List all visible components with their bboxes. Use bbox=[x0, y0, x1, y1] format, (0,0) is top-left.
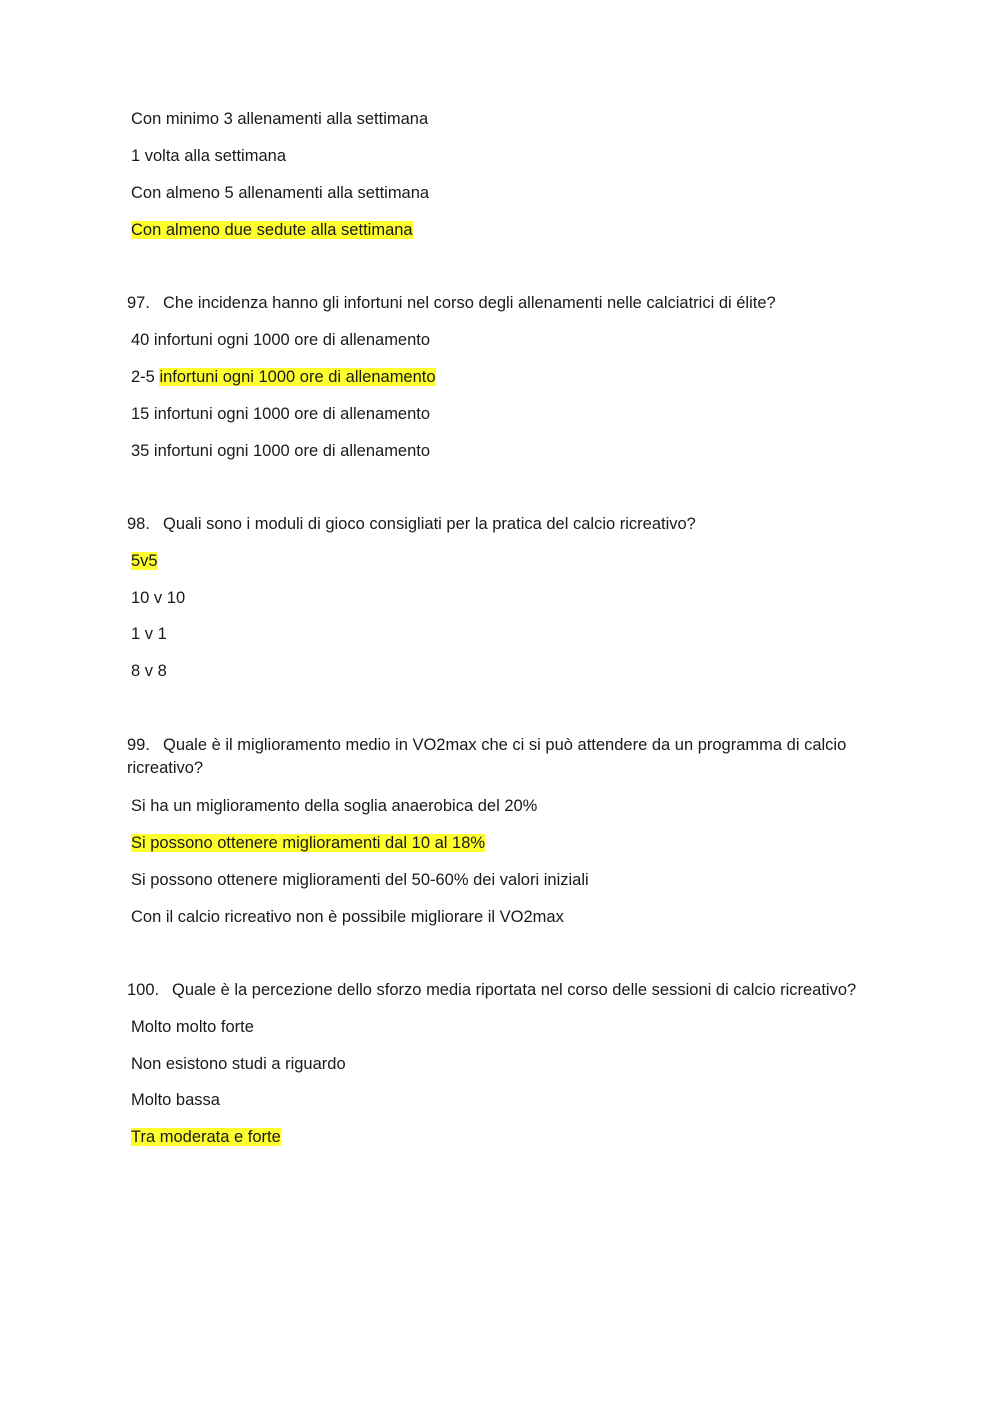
option-text: 1 v 1 bbox=[131, 625, 167, 643]
answer-option bbox=[131, 587, 185, 609]
question-text: Che incidenza hanno gli infortuni nel corso degli allenamenti nelle calciatrici di élite? bbox=[163, 294, 776, 312]
option-text-highlighted: infortuni ogni 1000 ore di allenamento bbox=[159, 368, 436, 386]
question-number: 100. bbox=[127, 981, 160, 999]
answer-option bbox=[131, 1089, 220, 1111]
option-text: Con minimo 3 allenamenti alla settimana bbox=[131, 110, 429, 128]
option-text: 1 volta alla settimana bbox=[131, 147, 287, 165]
answer-option bbox=[131, 1053, 346, 1075]
question-text: Quale è il miglioramento medio in VO2max che ci si può attendere da un programma di calcio ricreativo? bbox=[127, 736, 847, 777]
answer-option-correct bbox=[131, 219, 413, 241]
option-text: 40 infortuni ogni 1000 ore di allenamento bbox=[131, 331, 431, 349]
answer-option bbox=[131, 182, 429, 204]
option-text: 10 v 10 bbox=[131, 589, 186, 607]
option-text: Con almeno 5 allenamenti alla settimana bbox=[131, 184, 430, 202]
option-text-highlighted: 5v5 bbox=[131, 552, 158, 570]
option-text: Si ha un miglioramento della soglia anaerobica del 20% bbox=[131, 797, 538, 815]
answer-option-correct bbox=[131, 550, 158, 572]
option-text: Con il calcio ricreativo non è possibile migliorare il VO2max bbox=[131, 908, 564, 926]
answer-option bbox=[131, 145, 286, 167]
question-99 bbox=[127, 734, 877, 780]
answer-option bbox=[131, 1016, 254, 1038]
answer-option-correct bbox=[131, 832, 485, 854]
answer-option bbox=[131, 869, 589, 891]
question-97 bbox=[127, 292, 877, 315]
question-100 bbox=[127, 979, 887, 1002]
answer-option bbox=[131, 329, 430, 351]
answer-option bbox=[131, 906, 564, 928]
option-text: 8 v 8 bbox=[131, 662, 167, 680]
answer-option-correct bbox=[131, 1126, 281, 1148]
answer-option bbox=[131, 660, 167, 682]
option-text-highlighted: Si possono ottenere miglioramenti dal 10 al 18% bbox=[131, 834, 486, 852]
option-text-highlighted: Tra moderata e forte bbox=[131, 1128, 281, 1146]
answer-option bbox=[131, 440, 430, 462]
option-text: Non esistono studi a riguardo bbox=[131, 1055, 346, 1073]
option-text: 35 infortuni ogni 1000 ore di allenamento bbox=[131, 442, 431, 460]
question-98 bbox=[127, 513, 877, 536]
option-text: 15 infortuni ogni 1000 ore di allenamento bbox=[131, 405, 431, 423]
question-number: 98. bbox=[127, 515, 150, 533]
answer-option bbox=[131, 795, 537, 817]
question-text: Quali sono i moduli di gioco consigliati per la pratica del calcio ricreativo? bbox=[163, 515, 696, 533]
question-text: Quale è la percezione dello sforzo media riportata nel corso delle sessioni di calcio ricreativo? bbox=[172, 981, 857, 999]
answer-option-correct bbox=[131, 366, 436, 388]
answer-option bbox=[131, 403, 430, 425]
question-number: 97. bbox=[127, 294, 150, 312]
option-text-highlighted: Con almeno due sedute alla settimana bbox=[131, 221, 413, 239]
option-prefix: 2-5 bbox=[131, 368, 160, 386]
option-text: Molto molto forte bbox=[131, 1018, 254, 1036]
option-text: Molto bassa bbox=[131, 1091, 220, 1109]
answer-option bbox=[131, 623, 167, 645]
answer-option bbox=[131, 108, 428, 130]
option-text: Si possono ottenere miglioramenti del 50-60% dei valori iniziali bbox=[131, 871, 589, 889]
question-number: 99. bbox=[127, 736, 150, 754]
